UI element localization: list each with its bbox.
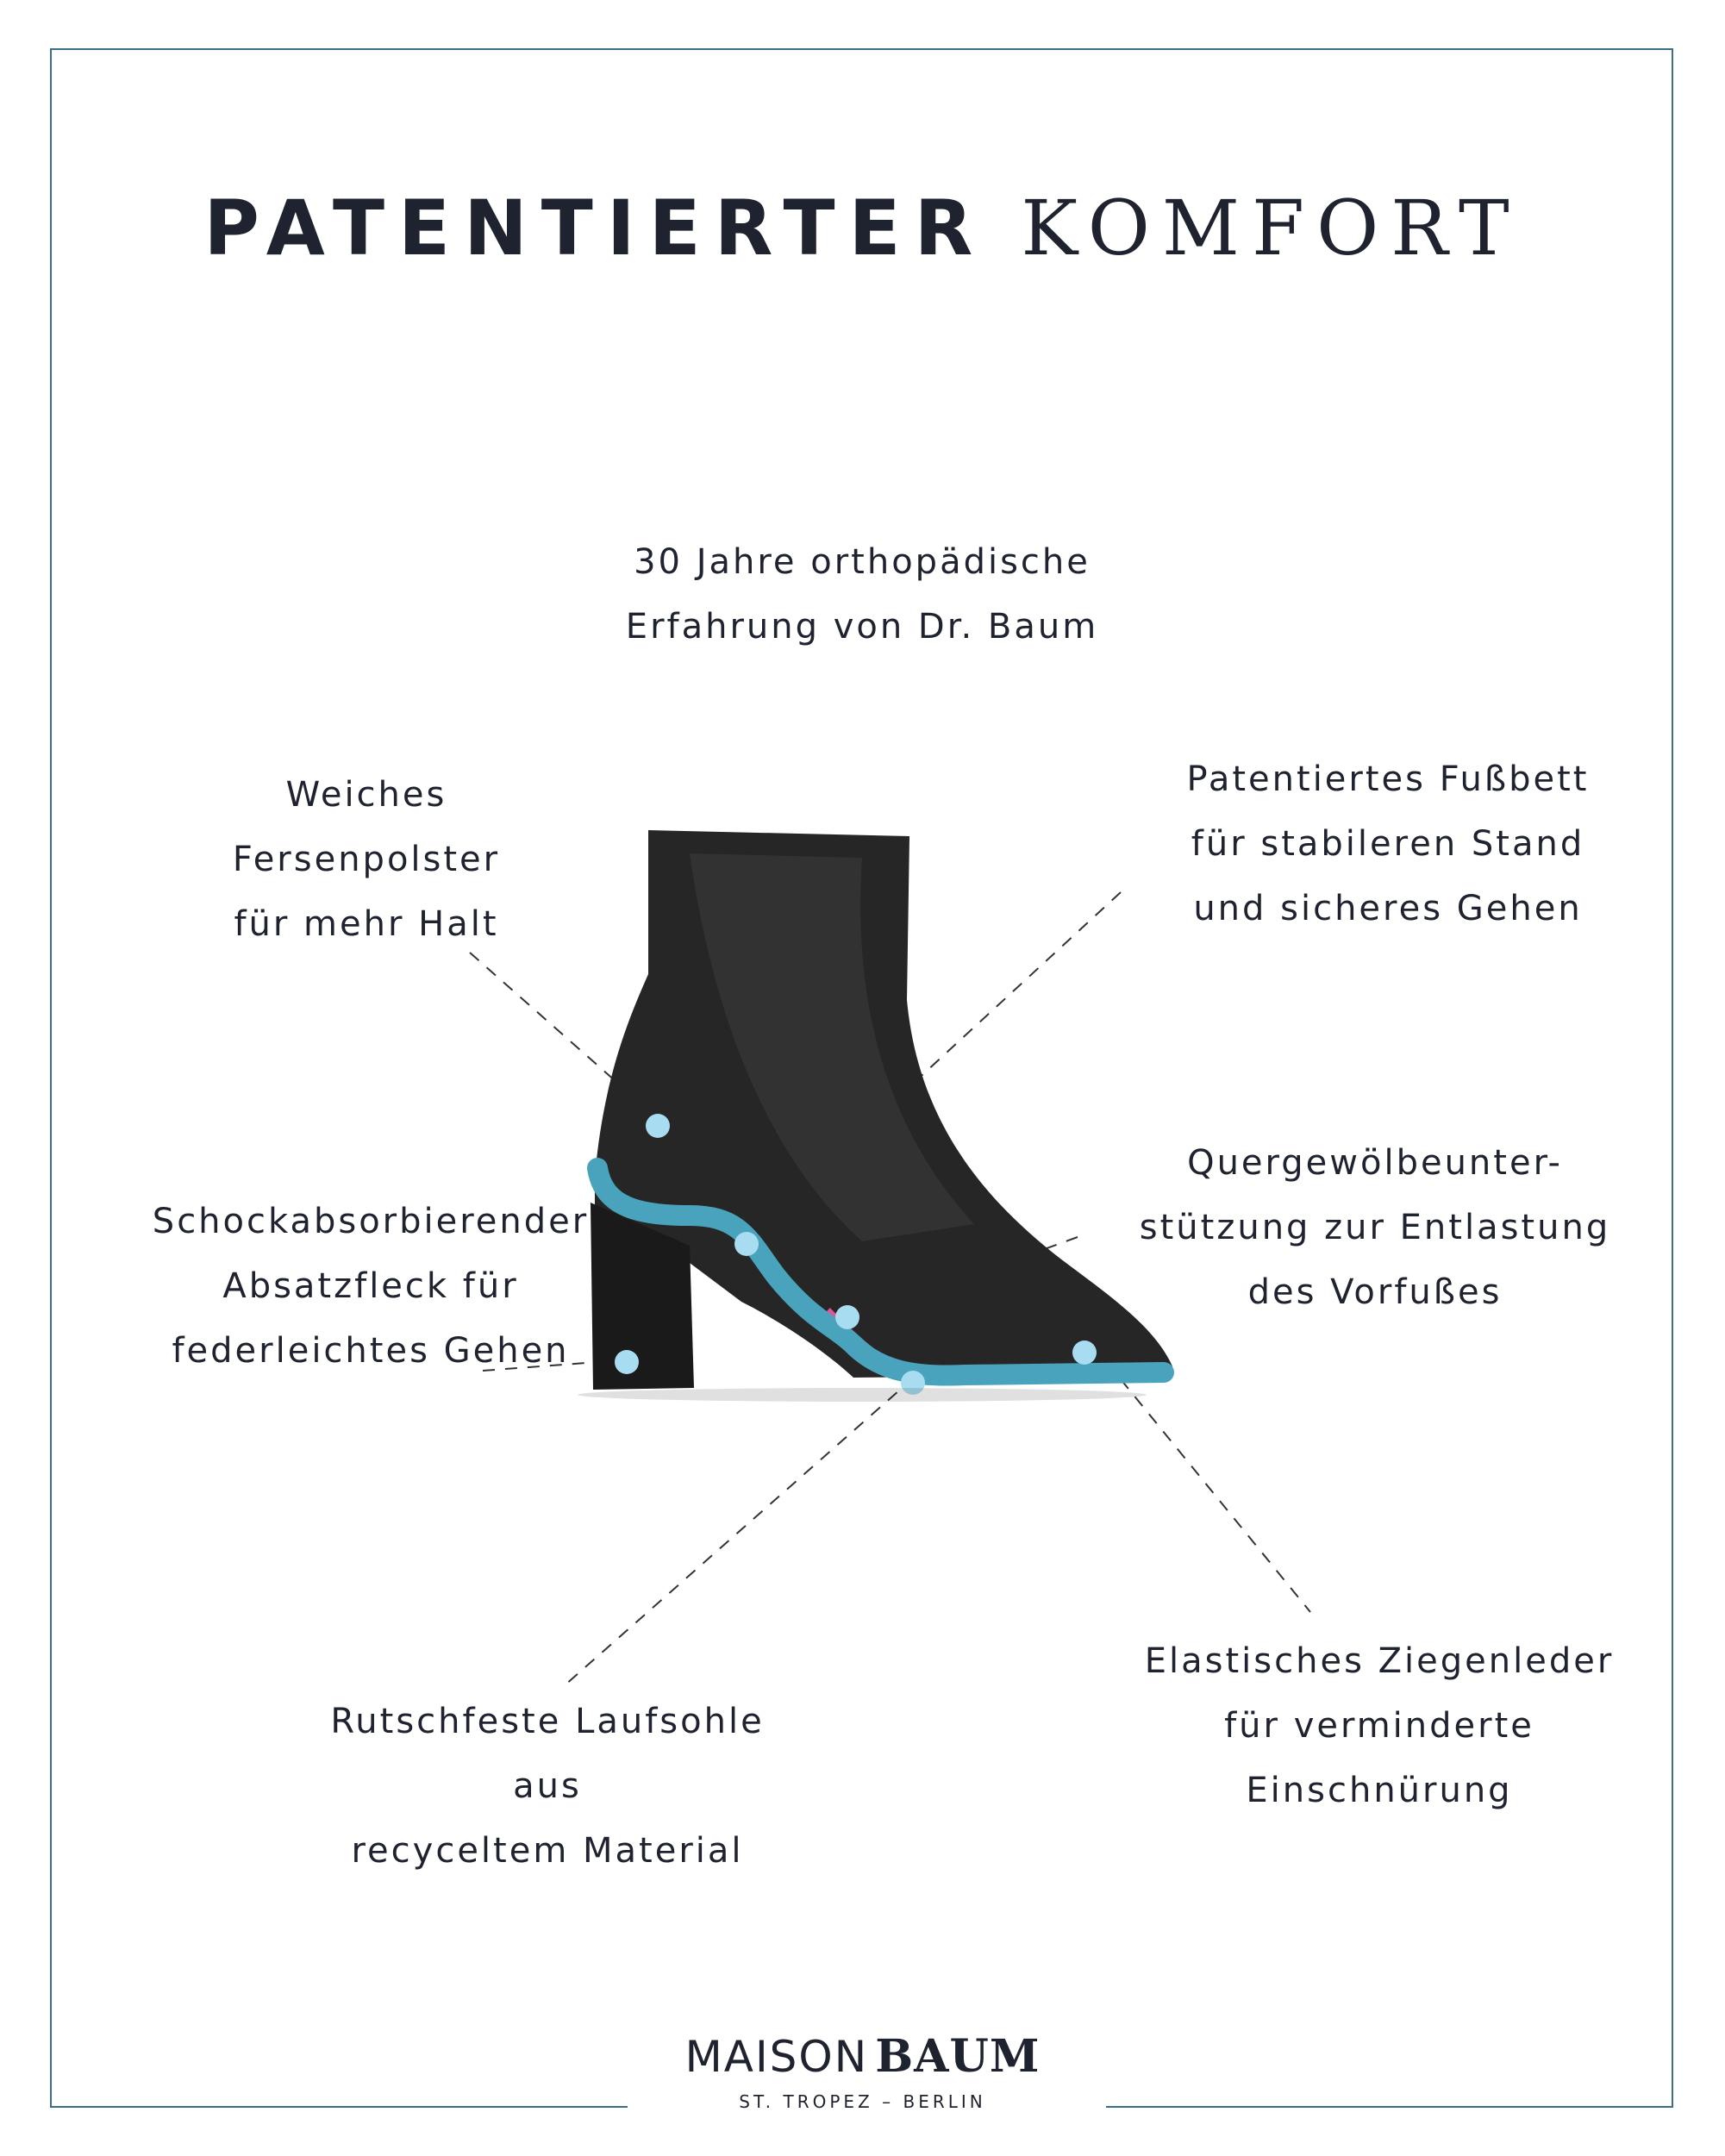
callout-line: Erfahrung von Dr. Baum — [625, 607, 1099, 647]
callout-line: für verminderte — [1224, 1706, 1534, 1746]
title-part-2: KOMFORT — [1021, 184, 1522, 272]
dot-footbed — [734, 1232, 759, 1256]
title-part-1: PATENTIERTER — [203, 184, 987, 272]
callout-line: Schockabsorbierender — [152, 1202, 590, 1241]
callout-line: und sicheres Gehen — [1193, 889, 1583, 928]
callout-line: für mehr Halt — [234, 904, 499, 944]
callout-outsole — [284, 1690, 810, 1884]
dot-heel-pad — [646, 1114, 670, 1138]
brand-logo — [0, 2030, 1725, 2112]
callout-line: stützung zur Entlastung — [1139, 1208, 1611, 1247]
callout-line: Elastisches Ziegenleder — [1144, 1641, 1615, 1681]
callout-line: recyceltem Material — [351, 1831, 744, 1871]
boot-shadow — [578, 1388, 1147, 1402]
callout-leather — [1086, 1629, 1672, 1823]
callout-arch-support — [1082, 1131, 1668, 1325]
callout-line: Quergewölbeunter- — [1187, 1143, 1563, 1183]
callout-line: für stabileren Stand — [1191, 824, 1585, 864]
callout-line: Rutschfeste Laufsohle — [330, 1702, 765, 1741]
callout-line: des Vorfußes — [1247, 1272, 1503, 1312]
callout-heel-pad — [194, 763, 539, 957]
leader-heel-pad — [470, 953, 616, 1082]
callout-line: Einschnürung — [1246, 1771, 1513, 1810]
leader-outsole — [565, 1378, 914, 1685]
callout-line: Fersenpolster — [232, 840, 501, 879]
callout-experience — [552, 530, 1172, 659]
callout-line: Weiches — [285, 775, 447, 815]
dot-arch — [835, 1305, 859, 1329]
brand-tagline: ST. TROPEZ – BERLIN — [739, 2091, 986, 2112]
callout-line: federleichtes Gehen — [172, 1331, 570, 1371]
callout-line: aus — [513, 1766, 582, 1806]
dot-leather — [1072, 1340, 1097, 1365]
callout-line: Absatzfleck für — [222, 1266, 519, 1306]
brand-name-bold: BAUM — [875, 2030, 1041, 2083]
leader-leather — [1121, 1379, 1310, 1612]
callout-footbed — [1121, 747, 1655, 941]
brand-name-light: MAISON — [684, 2032, 869, 2082]
callout-line: 30 Jahre orthopädische — [634, 542, 1091, 582]
callout-heel-cap — [95, 1190, 647, 1384]
callout-line: Patentiertes Fußbett — [1186, 759, 1590, 799]
